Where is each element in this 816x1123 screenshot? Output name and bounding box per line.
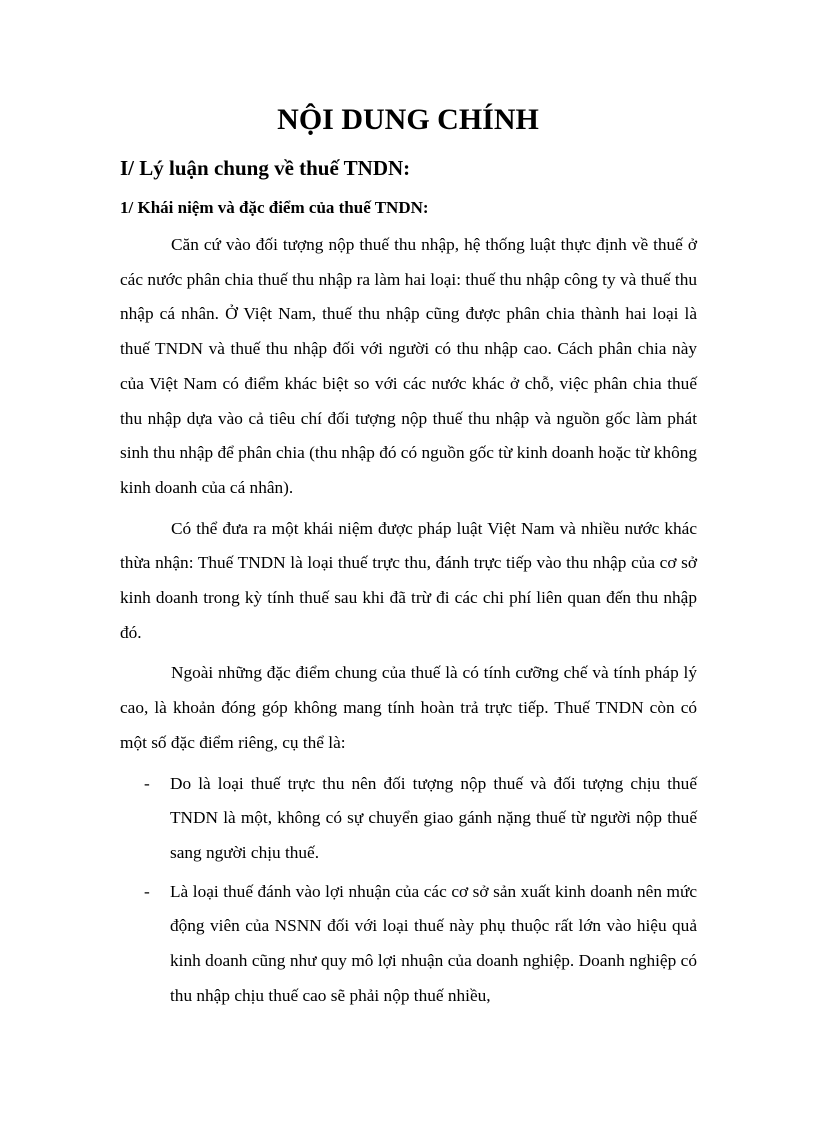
paragraph: Căn cứ vào đối tượng nộp thuế thu nhập, hệ thống luật thực định về thuế ở các nước phân chia thuế thu nhập ra làm hai loại: thuế thu nhập công ty và thuế thu nhập cá nhân. Ở Việt Nam, thuế thu nhập cũng được phân chia thành hai loại là thuế TNDN và thuế thu nhập đối với người có thu nhập cao. Cách phân chia này của Việt Nam có điểm khác biệt so với các nước khác ở chỗ, việc phân chia thuế thu nhập dựa vào cả tiêu chí đối tượng nộp thuế thu nhập và nguồn gốc làm phát sinh thu nhập để phân chia (thu nhập đó có nguồn gốc từ kinh doanh hoặc từ không kinh doanh của cá nhân). <box>120 235 697 497</box>
section-heading: I/ Lý luận chung về thuế TNDN: <box>120 156 411 180</box>
list-item <box>120 875 697 1014</box>
list-item <box>120 767 697 871</box>
document-title: NỘI DUNG CHÍNH <box>277 103 539 136</box>
document-body <box>120 228 697 1017</box>
bullet-dash: - <box>144 773 150 793</box>
paragraph: Có thể đưa ra một khái niệm được pháp luật Việt Nam và nhiều nước khác thừa nhận: Thuế TNDN là loại thuế trực thu, đánh trực tiếp vào thu nhập của cơ sở kinh doanh trong kỳ tính thuế sau khi đã trừ đi các chi phí liên quan đến thu nhập đó. <box>120 518 697 642</box>
subsection-heading: 1/ Khái niệm và đặc điểm của thuế TNDN: <box>120 198 429 217</box>
bullet-dash: - <box>144 881 150 901</box>
feature-list <box>120 767 697 1014</box>
list-item-text: Là loại thuế đánh vào lợi nhuận của các cơ sở sản xuất kinh doanh nên mức động viên của NSNN đối với loại thuế này phụ thuộc rất lớn vào hiệu quả kinh doanh cũng như quy mô lợi nhuận của doanh nghiệp. Doanh nghiệp có thu nhập chịu thuế cao sẽ phải nộp thuế nhiều, <box>170 881 697 1005</box>
list-item-text: Do là loại thuế trực thu nên đối tượng nộp thuế và đối tượng chịu thuế TNDN là một, không có sự chuyển giao gánh nặng thuế từ người nộp thuế sang người chịu thuế. <box>170 773 697 862</box>
paragraph: Ngoài những đặc điểm chung của thuế là có tính cưỡng chế và tính pháp lý cao, là khoản đóng góp không mang tính hoàn trả trực tiếp. Thuế TNDN còn có một số đặc điểm riêng, cụ thể là: <box>120 663 697 752</box>
